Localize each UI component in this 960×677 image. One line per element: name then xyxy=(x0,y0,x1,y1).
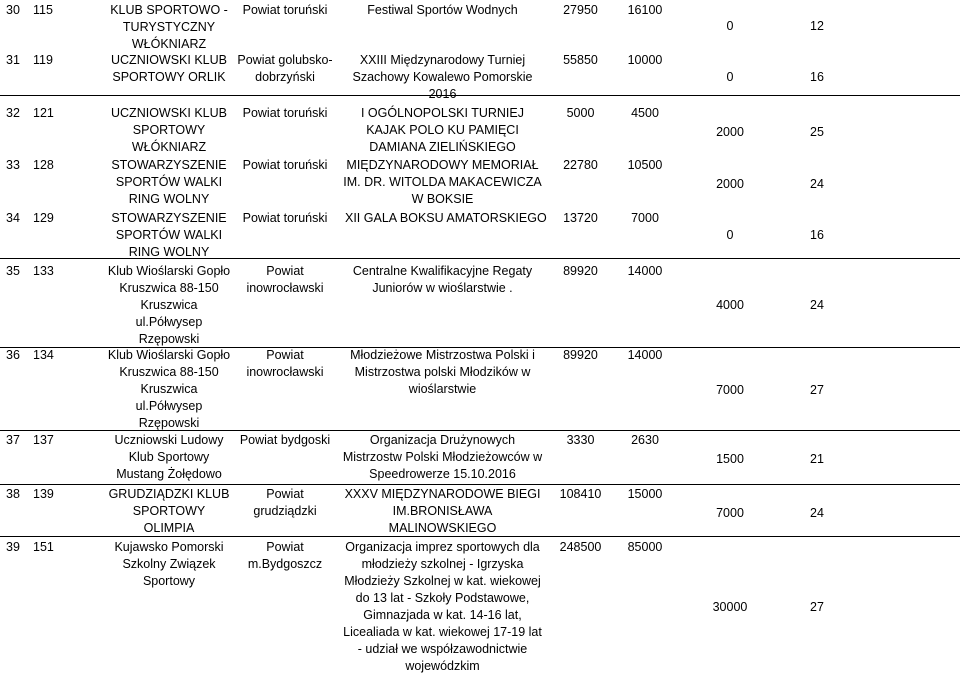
event-name: XII GALA BOKSU AMATORSKIEGO xyxy=(345,211,547,225)
requested-amount: 10500 xyxy=(627,158,663,172)
row-separator xyxy=(0,484,960,485)
organization-name: Kujawsko Pomorski Szkolny Związek Sportowy xyxy=(114,540,224,588)
total-cost: 27950 xyxy=(563,3,598,17)
score: 25 xyxy=(810,125,824,139)
requested-amount: 15000 xyxy=(627,487,663,501)
organization-name: Uczniowski Ludowy Klub Sportowy Mustang Żołędowo xyxy=(114,433,224,481)
granted-amount: 7000 xyxy=(716,383,744,397)
requested-amount: 2630 xyxy=(631,433,659,447)
organization-name: UCZNIOWSKI KLUB SPORTOWY ORLIK xyxy=(111,53,227,84)
granted-amount: 30000 xyxy=(712,600,748,614)
total-cost: 89920 xyxy=(563,264,598,278)
application-id: 128 xyxy=(33,158,54,172)
granted-amount: 0 xyxy=(726,70,734,84)
score: 27 xyxy=(810,600,824,614)
score: 16 xyxy=(810,228,824,242)
total-cost: 22780 xyxy=(563,158,598,172)
row-number: 31 xyxy=(6,53,20,67)
organization-name: Klub Wioślarski Gopło Kruszwica 88-150 Kruszwica ul.Półwysep Rzępowski xyxy=(107,348,231,430)
total-cost: 108410 xyxy=(559,487,602,501)
granted-amount: 4000 xyxy=(716,298,744,312)
score: 24 xyxy=(810,177,824,191)
application-id: 139 xyxy=(33,487,54,501)
powiat: Powiat toruński xyxy=(242,3,328,17)
requested-amount: 14000 xyxy=(627,264,663,278)
powiat: Powiat toruński xyxy=(242,106,328,120)
event-name: Centralne Kwalifikacyjne Regaty Juniorów w wioślarstwie . xyxy=(352,264,533,295)
event-name: Organizacja imprez sportowych dla młodzieży szkolnej - Igrzyska Młodzieży Szkolnej w kat. wiekowej do 13 lat - Szkoły Podstawowe, Gimnazjada w kat. 14-16 lat, Licealiada w kat. wiekowej 17-19 lat - udział we współzawodnictwie wojewódzkim xyxy=(343,540,542,673)
application-id: 115 xyxy=(33,3,53,17)
powiat: Powiat m.Bydgoszcz xyxy=(247,540,323,571)
powiat: Powiat grudziądzki xyxy=(253,487,317,518)
organization-name: STOWARZYSZENIE SPORTÓW WALKI RING WOLNY xyxy=(111,158,227,206)
event-name: I OGÓLNOPOLSKI TURNIEJ KAJAK POLO KU PAMIĘCI DAMIANA ZIELIŃSKIEGO xyxy=(360,106,524,154)
application-id: 119 xyxy=(33,53,53,67)
row-number: 35 xyxy=(6,264,20,278)
score: 21 xyxy=(810,452,824,466)
requested-amount: 16100 xyxy=(627,3,663,17)
application-id: 133 xyxy=(33,264,54,278)
organization-name: Klub Wioślarski Gopło Kruszwica 88-150 Kruszwica ul.Półwysep Rzępowski xyxy=(107,264,231,346)
score: 16 xyxy=(810,70,824,84)
application-id: 151 xyxy=(33,540,54,554)
event-name: Organizacja Drużynowych Mistrzostw Polski Młodzieżowców w Speedrowerze 15.10.2016 xyxy=(342,433,543,481)
granted-amount: 0 xyxy=(726,228,734,242)
powiat: Powiat inowrocławski xyxy=(246,348,324,379)
total-cost: 55850 xyxy=(563,53,598,67)
total-cost: 5000 xyxy=(566,106,595,120)
powiat: Powiat bydgoski xyxy=(239,433,331,447)
application-id: 121 xyxy=(33,106,54,120)
requested-amount: 7000 xyxy=(631,211,659,225)
organization-name: UCZNIOWSKI KLUB SPORTOWY WŁÓKNIARZ xyxy=(111,106,227,154)
row-number: 34 xyxy=(6,211,20,225)
total-cost: 13720 xyxy=(563,211,598,225)
application-id: 137 xyxy=(33,433,54,447)
score: 12 xyxy=(810,19,824,33)
organization-name: STOWARZYSZENIE SPORTÓW WALKI RING WOLNY xyxy=(111,211,227,259)
application-id: 129 xyxy=(33,211,54,225)
row-number: 39 xyxy=(6,540,20,554)
granted-amount: 1500 xyxy=(716,452,744,466)
row-number: 30 xyxy=(6,3,20,17)
granted-amount: 0 xyxy=(726,19,734,33)
granted-amount: 7000 xyxy=(716,506,744,520)
powiat: Powiat toruński xyxy=(242,158,328,172)
score: 24 xyxy=(810,298,824,312)
requested-amount: 85000 xyxy=(627,540,663,554)
event-name: Festiwal Sportów Wodnych xyxy=(367,3,518,17)
granted-amount: 2000 xyxy=(716,177,744,191)
total-cost: 3330 xyxy=(566,433,595,447)
event-name: XXIII Międzynarodowy Turniej Szachowy Kowalewo Pomorskie 2016 xyxy=(352,53,533,101)
organization-name: KLUB SPORTOWO - TURYSTYCZNY WŁÓKNIARZ xyxy=(110,3,228,51)
powiat: Powiat golubsko-dobrzyński xyxy=(237,53,333,84)
row-number: 38 xyxy=(6,487,20,501)
score: 27 xyxy=(810,383,824,397)
row-number: 32 xyxy=(6,106,20,120)
score: 24 xyxy=(810,506,824,520)
powiat: Powiat toruński xyxy=(242,211,328,225)
row-number: 36 xyxy=(6,348,20,362)
requested-amount: 10000 xyxy=(627,53,663,67)
organization-name: GRUDZIĄDZKI KLUB SPORTOWY OLIMPIA xyxy=(108,487,230,535)
row-number: 37 xyxy=(6,433,20,447)
total-cost: 89920 xyxy=(563,348,598,362)
requested-amount: 4500 xyxy=(631,106,659,120)
row-number: 33 xyxy=(6,158,20,172)
requested-amount: 14000 xyxy=(627,348,663,362)
granted-amount: 2000 xyxy=(716,125,744,139)
event-name: XXXV MIĘDZYNARODOWE BIEGI IM.BRONISŁAWA MALINOWSKIEGO xyxy=(344,487,541,535)
powiat: Powiat inowrocławski xyxy=(246,264,324,295)
event-name: MIĘDZYNARODOWY MEMORIAŁ IM. DR. WITOLDA MAKACEWICZA W BOKSIE xyxy=(343,158,542,206)
total-cost: 248500 xyxy=(559,540,602,554)
application-id: 134 xyxy=(33,348,54,362)
event-name: Młodzieżowe Mistrzostwa Polski i Mistrzostwa polski Młodzików w wioślarstwie xyxy=(350,348,535,396)
